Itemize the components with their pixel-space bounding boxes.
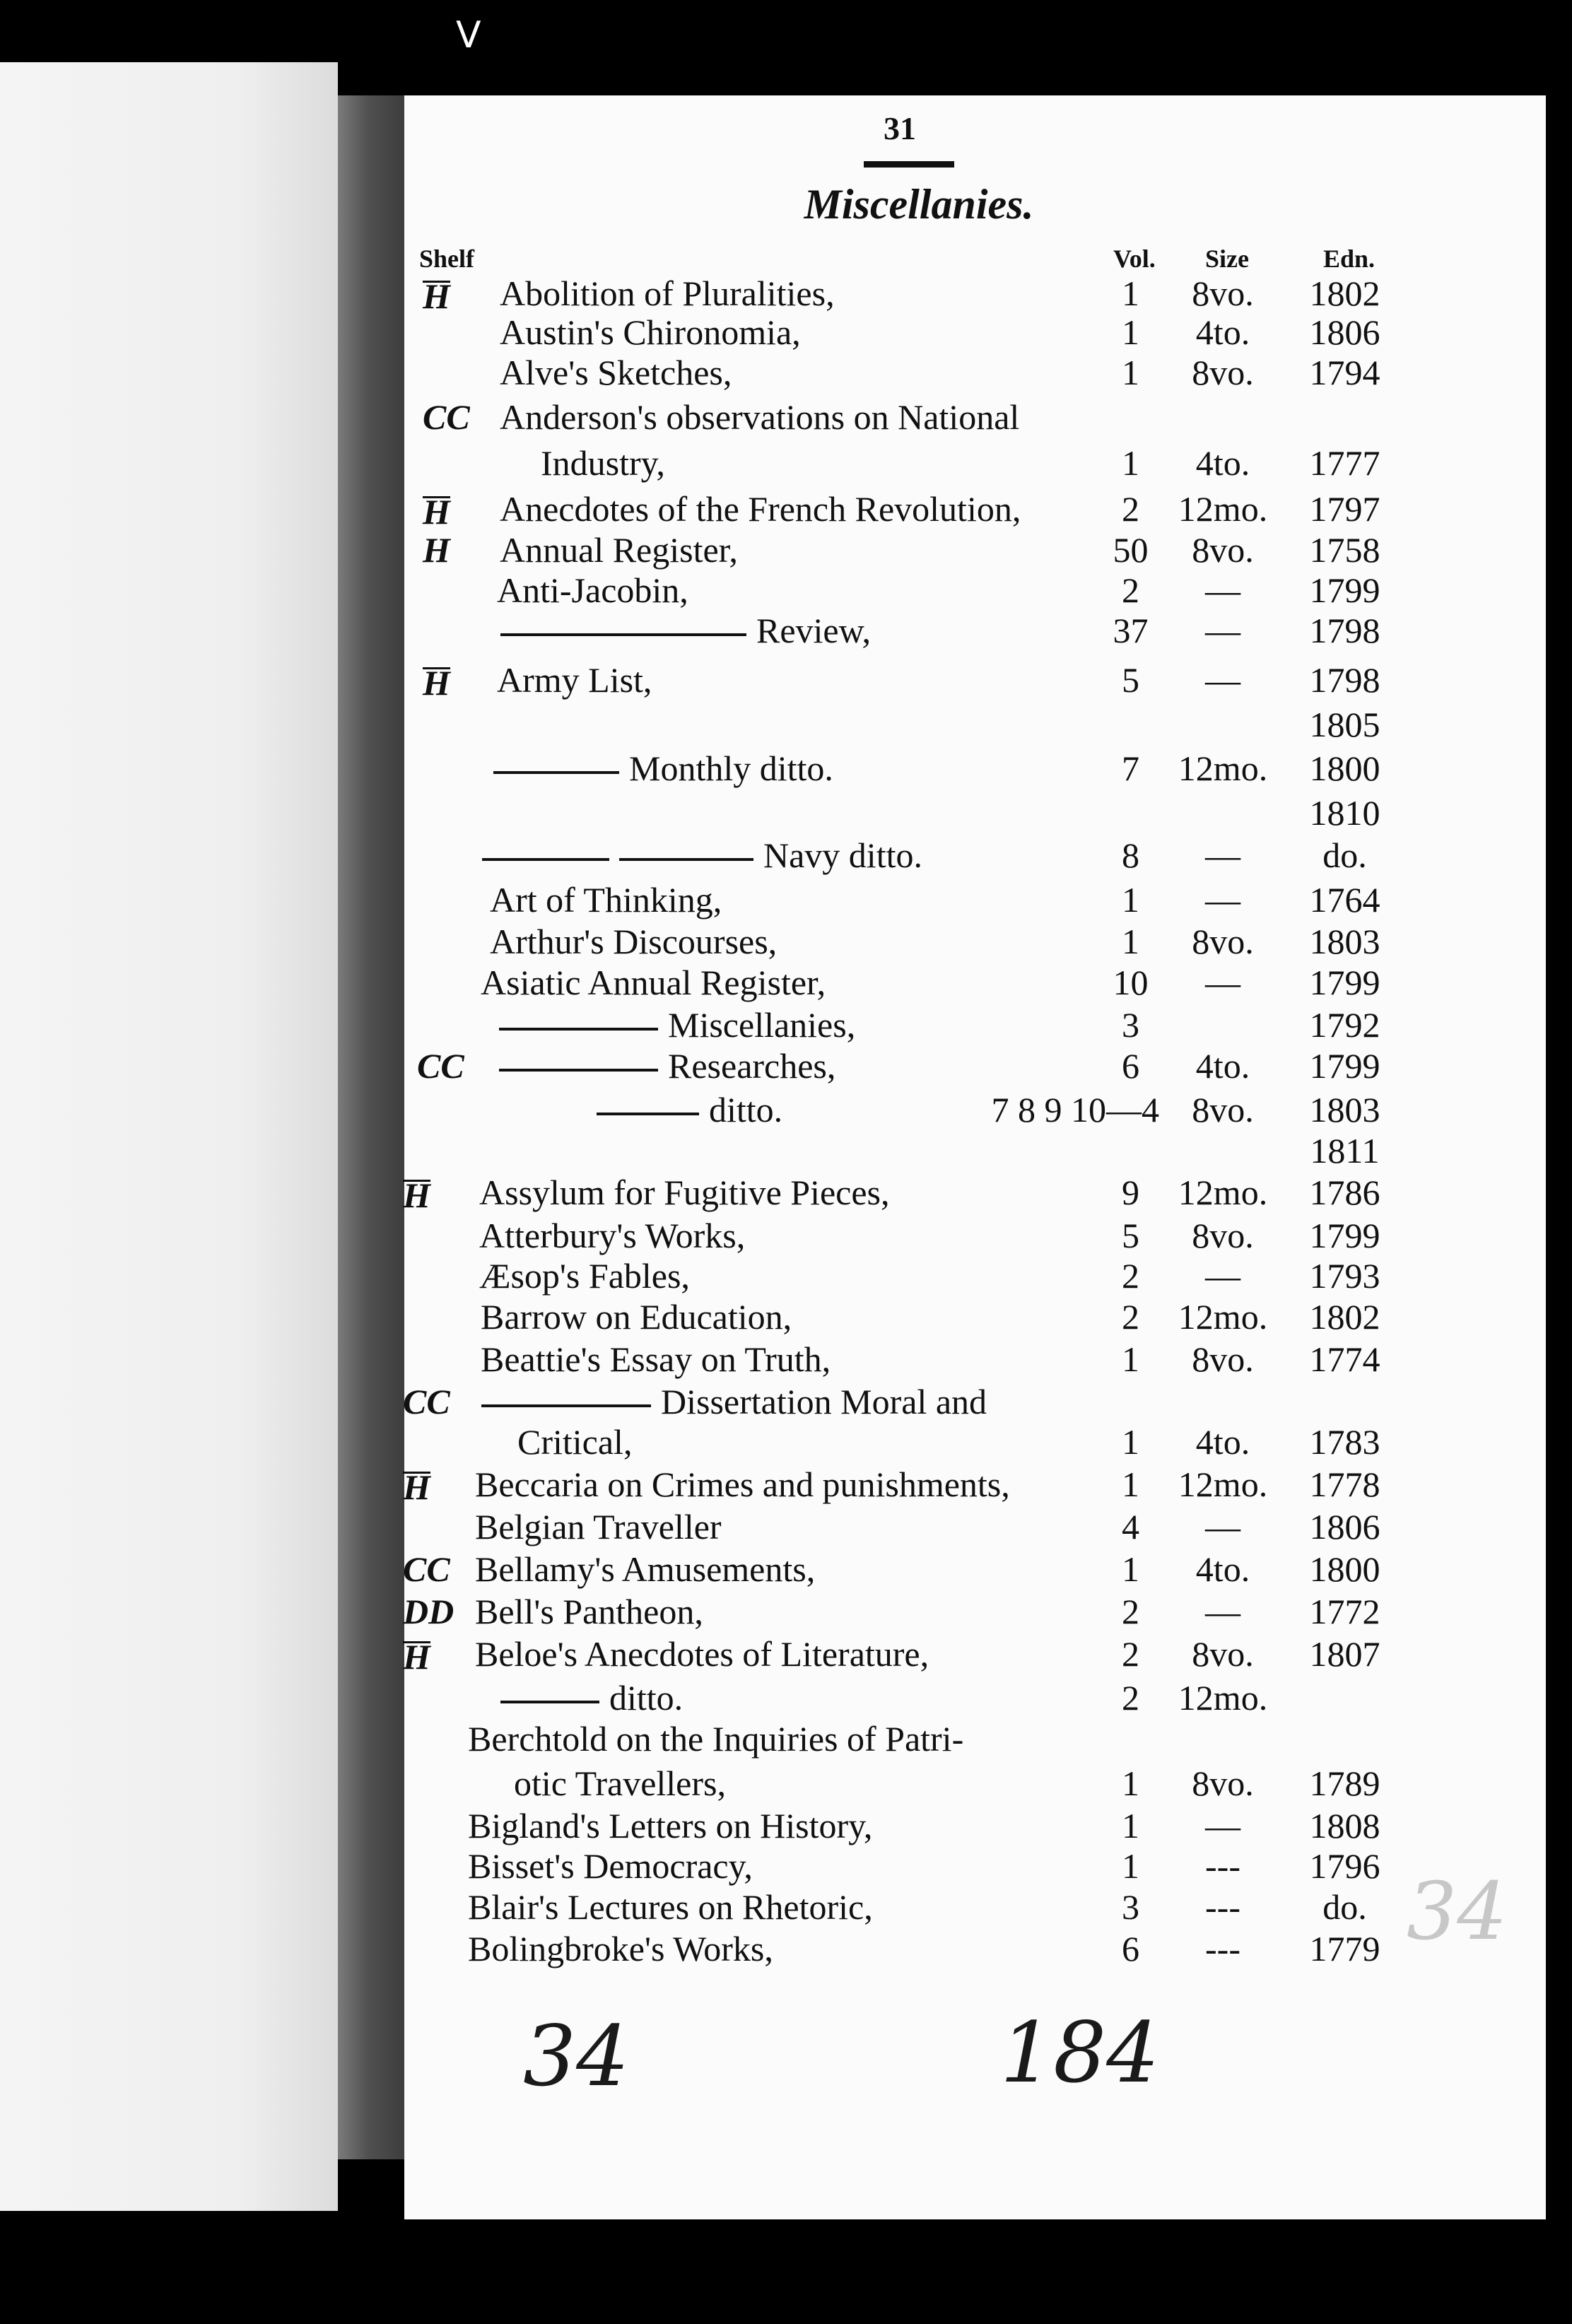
entry-size: 12mo. xyxy=(1178,1297,1268,1337)
entry-volumes: 10 xyxy=(1113,963,1149,1002)
entry-size: 4to. xyxy=(1195,312,1250,352)
entry-edition: 1799 xyxy=(1309,1046,1380,1086)
shelf-mark: H xyxy=(423,530,450,570)
entry-volumes: 1 xyxy=(1122,880,1139,920)
entry-size: --- xyxy=(1205,1887,1240,1927)
catalogue-entry xyxy=(0,1255,1572,1297)
entry-size: 12mo. xyxy=(1178,489,1268,529)
entry-size: 12mo. xyxy=(1178,1465,1268,1504)
entry-edition: 1799 xyxy=(1309,1216,1380,1255)
corner-mark: V xyxy=(456,14,481,57)
entry-title: Navy ditto. xyxy=(482,834,922,876)
entry-title: Bolingbroke's Works, xyxy=(468,1929,773,1968)
entry-edition: 1777 xyxy=(1309,443,1380,483)
catalogue-entry xyxy=(0,1004,1572,1046)
entry-volumes: 2 xyxy=(1122,1256,1139,1296)
entry-title: Beloe's Anecdotes of Literature, xyxy=(475,1634,929,1674)
catalogue-entry xyxy=(0,1590,1572,1633)
catalogue-entry xyxy=(0,351,1572,394)
entry-volumes: 1 xyxy=(1122,922,1139,961)
entry-size: 8vo. xyxy=(1192,274,1254,313)
entry-size: 8vo. xyxy=(1192,1090,1254,1129)
entry-title: Review, xyxy=(500,609,871,652)
entry-size: 8vo. xyxy=(1192,1339,1254,1379)
entry-volumes: 6 xyxy=(1122,1046,1139,1086)
entry-size: 4to. xyxy=(1195,1549,1250,1589)
entry-edition: 1800 xyxy=(1309,1549,1380,1589)
entry-size: 8vo. xyxy=(1192,353,1254,392)
entry-title: Researches, xyxy=(499,1045,835,1087)
entry-title: Dissertation Moral and xyxy=(481,1380,987,1423)
entry-size: 4to. xyxy=(1195,1046,1250,1086)
entry-volumes: 1 xyxy=(1122,353,1139,392)
entry-edition: 1808 xyxy=(1309,1806,1380,1845)
entry-edition: 1794 xyxy=(1309,353,1380,392)
catalogue-entry xyxy=(0,1718,1572,1760)
catalogue-entry xyxy=(0,1214,1572,1257)
entry-size: — xyxy=(1205,660,1240,700)
entry-edition: 1764 xyxy=(1309,880,1380,920)
entry-title: Barrow on Education, xyxy=(481,1297,792,1337)
entry-volumes: 2 xyxy=(1122,489,1139,529)
entry-edition: 1803 xyxy=(1309,922,1380,961)
shelf-mark: H xyxy=(403,1175,430,1215)
entry-volumes: 7 8 9 10—4 xyxy=(991,1090,1159,1129)
entry-edition: 1802 xyxy=(1309,274,1380,313)
entry-size: 8vo. xyxy=(1192,1216,1254,1255)
shelf-mark: H xyxy=(403,1467,430,1507)
entry-edition: 1802 xyxy=(1309,1297,1380,1337)
entry-volumes: 9 xyxy=(1122,1173,1139,1212)
ditto-dash xyxy=(493,771,619,774)
entry-edition: 1774 xyxy=(1309,1339,1380,1379)
shelf-mark: H xyxy=(423,492,450,532)
catalogue-entry xyxy=(0,1088,1572,1131)
catalogue-entry xyxy=(0,1762,1572,1804)
entry-edition: 1798 xyxy=(1309,611,1380,650)
entry-title: ditto. xyxy=(597,1088,782,1131)
entry-size: — xyxy=(1205,1806,1240,1845)
column-header-shelf: Shelf xyxy=(419,245,475,273)
entry-volumes: 50 xyxy=(1113,530,1149,570)
entry-title: Art of Thinking, xyxy=(490,880,722,920)
entry-size: 8vo. xyxy=(1192,922,1254,961)
entry-title: Blair's Lectures on Rhetoric, xyxy=(468,1887,873,1927)
entry-volumes: 4 xyxy=(1122,1507,1139,1547)
entry-edition: 1797 xyxy=(1309,489,1380,529)
entry-size: — xyxy=(1205,611,1240,650)
entry-title: Assylum for Fugitive Pieces, xyxy=(479,1173,890,1212)
entry-title: Miscellanies, xyxy=(499,1004,855,1046)
entry-size: 8vo. xyxy=(1192,1763,1254,1803)
entry-volumes: 2 xyxy=(1122,570,1139,610)
entry-edition: 1799 xyxy=(1309,570,1380,610)
entry-size: — xyxy=(1205,880,1240,920)
entry-edition: 1779 xyxy=(1309,1929,1380,1968)
catalogue-entry xyxy=(0,442,1572,484)
entry-edition: 1807 xyxy=(1309,1634,1380,1674)
catalogue-entry xyxy=(0,488,1572,530)
header-rule xyxy=(864,161,954,168)
entry-edition: 1793 xyxy=(1309,1256,1380,1296)
handwritten-note-center: 184 xyxy=(1000,2004,1160,2101)
ditto-dash xyxy=(500,633,746,636)
entry-volumes: 2 xyxy=(1122,1634,1139,1674)
catalogue-entry xyxy=(0,1129,1572,1172)
entry-title: Austin's Chironomia, xyxy=(500,312,801,352)
entry-title: Atterbury's Works, xyxy=(479,1216,746,1255)
entry-title: Anti-Jacobin, xyxy=(497,570,688,610)
entry-edition: 1786 xyxy=(1309,1173,1380,1212)
page-title: Miscellanies. xyxy=(804,181,1034,228)
shelf-mark: H xyxy=(423,663,450,703)
catalogue-entry xyxy=(0,659,1572,701)
entry-volumes: 1 xyxy=(1122,1339,1139,1379)
ditto-dash xyxy=(482,858,609,861)
catalogue-entry xyxy=(0,1380,1572,1423)
entry-edition: 1805 xyxy=(1309,705,1380,744)
catalogue-entry xyxy=(0,1421,1572,1463)
entry-size: 8vo. xyxy=(1192,1634,1254,1674)
catalogue-entry xyxy=(0,1845,1572,1887)
entry-size: 12mo. xyxy=(1178,749,1268,788)
entry-title: Belgian Traveller xyxy=(475,1507,722,1547)
catalogue-entry xyxy=(0,1463,1572,1506)
entry-size: --- xyxy=(1205,1846,1240,1886)
entry-size: 4to. xyxy=(1195,443,1250,483)
catalogue-entry xyxy=(0,272,1572,315)
catalogue-entry xyxy=(0,747,1572,790)
entry-edition: 1806 xyxy=(1309,312,1380,352)
entry-volumes: 1 xyxy=(1122,1549,1139,1589)
entry-edition: 1792 xyxy=(1309,1005,1380,1045)
ditto-dash xyxy=(500,1701,599,1703)
entry-size: — xyxy=(1205,1256,1240,1296)
entry-title: otic Travellers, xyxy=(514,1763,726,1803)
entry-volumes: 5 xyxy=(1122,1216,1139,1255)
catalogue-entry xyxy=(0,1171,1572,1214)
entry-title: Industry, xyxy=(541,443,665,483)
catalogue-entry xyxy=(0,1886,1572,1928)
entry-edition: 1799 xyxy=(1309,963,1380,1002)
entry-volumes: 2 xyxy=(1122,1678,1139,1718)
entry-edition: 1806 xyxy=(1309,1507,1380,1547)
catalogue-entry xyxy=(0,703,1572,746)
entry-edition: 1783 xyxy=(1309,1422,1380,1462)
entry-volumes: 1 xyxy=(1122,1422,1139,1462)
column-header-edn: Edn. xyxy=(1323,245,1376,273)
entry-size: --- xyxy=(1205,1929,1240,1968)
entry-size: 12mo. xyxy=(1178,1173,1268,1212)
column-header-vol: Vol. xyxy=(1113,245,1156,273)
catalogue-entry xyxy=(0,1338,1572,1380)
entry-title: Bellamy's Amusements, xyxy=(475,1549,816,1589)
entry-volumes: 7 xyxy=(1122,749,1139,788)
entry-volumes: 3 xyxy=(1122,1005,1139,1045)
catalogue-entry xyxy=(0,569,1572,611)
catalogue-entry xyxy=(0,1045,1572,1087)
entry-title: Alve's Sketches, xyxy=(500,353,732,392)
handwritten-note-left: 34 xyxy=(523,2007,630,2105)
entry-edition: 1800 xyxy=(1309,749,1380,788)
catalogue-entry xyxy=(0,792,1572,834)
entry-title: Critical, xyxy=(517,1422,633,1462)
shelf-mark: CC xyxy=(417,1046,464,1086)
entry-size: 4to. xyxy=(1195,1422,1250,1462)
entry-volumes: 1 xyxy=(1122,1846,1139,1886)
catalogue-entry xyxy=(0,311,1572,353)
entry-size: — xyxy=(1205,835,1240,875)
catalogue-entry xyxy=(0,879,1572,921)
entry-volumes: 1 xyxy=(1122,443,1139,483)
shelf-mark: CC xyxy=(403,1382,450,1421)
entry-title: Annual Register, xyxy=(500,530,738,570)
catalogue-entry xyxy=(0,1548,1572,1590)
entry-size: 8vo. xyxy=(1192,530,1254,570)
shelf-mark: DD xyxy=(403,1592,454,1631)
entry-size: 12mo. xyxy=(1178,1678,1268,1718)
catalogue-entry xyxy=(0,529,1572,571)
catalogue-entry xyxy=(0,1296,1572,1338)
ditto-dash xyxy=(597,1113,699,1115)
catalogue-entry xyxy=(0,1506,1572,1548)
catalogue-entry xyxy=(0,609,1572,652)
entry-edition: 1810 xyxy=(1309,793,1380,833)
entry-title: Monthly ditto. xyxy=(493,747,833,790)
entry-title: Abolition of Pluralities, xyxy=(500,274,835,313)
column-header-size: Size xyxy=(1205,245,1249,273)
catalogue-entry xyxy=(0,920,1572,963)
entry-volumes: 1 xyxy=(1122,1806,1139,1845)
entry-edition: 1758 xyxy=(1309,530,1380,570)
entry-edition: 1778 xyxy=(1309,1465,1380,1504)
entry-title: Æsop's Fables, xyxy=(479,1256,690,1296)
entry-title: ditto. xyxy=(500,1677,683,1719)
entry-volumes: 6 xyxy=(1122,1929,1139,1968)
entry-title: Anecdotes of the French Revolution, xyxy=(500,489,1021,529)
shelf-mark: CC xyxy=(403,1549,450,1589)
entry-volumes: 2 xyxy=(1122,1297,1139,1337)
catalogue-entry xyxy=(0,961,1572,1004)
entry-volumes: 3 xyxy=(1122,1887,1139,1927)
entry-size: — xyxy=(1205,1507,1240,1547)
catalogue-entry xyxy=(0,834,1572,876)
ditto-dash xyxy=(481,1404,651,1407)
entry-volumes: 5 xyxy=(1122,660,1139,700)
entry-title: Berchtold on the Inquiries of Patri- xyxy=(468,1719,964,1759)
entry-title: Army List, xyxy=(497,660,652,700)
catalogue-entry xyxy=(0,1927,1572,1970)
entry-title: Asiatic Annual Register, xyxy=(481,963,826,1002)
entry-edition: do. xyxy=(1322,835,1367,875)
entry-volumes: 1 xyxy=(1122,274,1139,313)
catalogue-entry xyxy=(0,1804,1572,1847)
entry-size: — xyxy=(1205,963,1240,1002)
entry-volumes: 37 xyxy=(1113,611,1149,650)
entry-size: — xyxy=(1205,570,1240,610)
entry-edition: 1803 xyxy=(1309,1090,1380,1129)
entry-size: — xyxy=(1205,1592,1240,1631)
shelf-mark: H xyxy=(403,1637,430,1677)
entry-volumes: 8 xyxy=(1122,835,1139,875)
catalogue-entry xyxy=(0,1633,1572,1675)
ditto-dash xyxy=(619,858,753,861)
catalogue-entry xyxy=(0,396,1572,438)
entry-volumes: 1 xyxy=(1122,312,1139,352)
entry-volumes: 1 xyxy=(1122,1465,1139,1504)
entry-volumes: 2 xyxy=(1122,1592,1139,1631)
catalogue-entry xyxy=(0,1677,1572,1719)
entry-edition: 1789 xyxy=(1309,1763,1380,1803)
handwritten-note-right: 34 xyxy=(1407,1866,1508,1958)
shelf-mark: CC xyxy=(423,397,470,437)
entry-title: Arthur's Discourses, xyxy=(490,922,778,961)
entry-title: Bisset's Democracy, xyxy=(468,1846,753,1886)
entry-title: Beccaria on Crimes and punishments, xyxy=(475,1465,1010,1504)
entry-volumes: 1 xyxy=(1122,1763,1139,1803)
entry-title: Anderson's observations on National xyxy=(500,397,1020,437)
entry-edition: 1772 xyxy=(1309,1592,1380,1631)
entry-edition: do. xyxy=(1322,1887,1367,1927)
entry-edition: 1798 xyxy=(1309,660,1380,700)
entry-title: Beattie's Essay on Truth, xyxy=(481,1339,831,1379)
page-number: 31 xyxy=(884,110,916,146)
shelf-mark: H xyxy=(423,276,450,316)
entry-edition: 1796 xyxy=(1309,1846,1380,1886)
entry-edition: 1811 xyxy=(1310,1131,1380,1170)
ditto-dash xyxy=(499,1028,658,1031)
ditto-dash xyxy=(499,1069,658,1072)
entry-title: Bigland's Letters on History, xyxy=(468,1806,873,1845)
entry-title: Bell's Pantheon, xyxy=(475,1592,703,1631)
